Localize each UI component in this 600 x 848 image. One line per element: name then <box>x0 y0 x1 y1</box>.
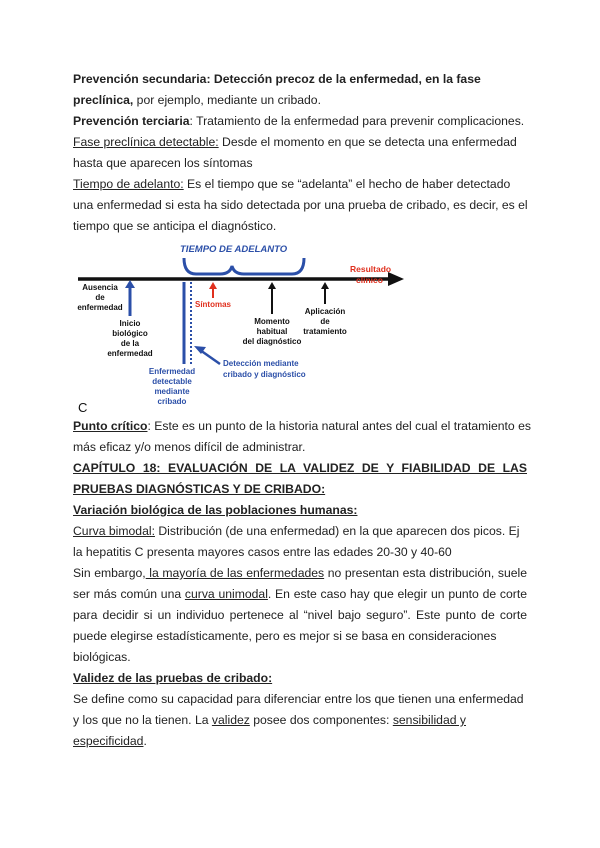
diagram-title: TIEMPO DE ADELANTO <box>180 244 288 255</box>
paragraph-sin-embargo-2 <box>73 587 527 602</box>
section-heading-variacion: Variación biológica de las poblaciones humanas: <box>73 503 358 517</box>
definition-text: Distribución (de una enfermedad) en la que aparecen dos picos. Ej <box>154 524 520 538</box>
paragraph-prevencion-secundaria-cont <box>73 93 321 108</box>
body-text: posee dos componentes: <box>249 713 393 727</box>
enfermedad-detectable-label: Enfermedad detectable mediante cribado <box>148 367 196 406</box>
term-prevencion-terciaria: Prevención terciaria <box>73 114 190 128</box>
term-mayoria: la mayoría de las enfermedades <box>145 566 325 580</box>
term-fase-preclinica: Fase preclínica detectable: <box>73 135 219 149</box>
paragraph-fase-preclinica-cont <box>73 156 253 171</box>
body-text: Sin embargo, <box>73 566 146 580</box>
section-heading-validez: Validez de las pruebas de cribado: <box>73 671 273 685</box>
body-text: . En este caso hay que elegir un punto de corte <box>267 587 527 601</box>
definition-text: la hepatitis C presenta mayores casos entre las edades 20-30 y 40-60 <box>73 545 452 559</box>
deteccion-arrow <box>200 350 220 364</box>
corner-letter: C <box>78 400 88 415</box>
definition-text: Desde el momento en que se detecta una enfermedad <box>218 135 517 149</box>
term-prevencion-secundaria: Prevención secundaria <box>73 72 207 86</box>
lead-time-brace <box>184 258 304 274</box>
paragraph-tiempo-adelanto <box>73 177 510 192</box>
body-text: Se define como su capacidad para diferenciar entre los que tienen una enfermedad <box>73 692 524 706</box>
aplicacion-label: Aplicación de tratamiento <box>303 307 347 336</box>
paragraph-punto-critico-cont <box>73 440 305 455</box>
body-text: no presentan esta distribución, suele <box>324 566 527 580</box>
chapter-heading-cont: PRUEBAS DIAGNÓSTICAS Y DE CRIBADO: <box>73 482 326 496</box>
body-text: . <box>143 734 147 748</box>
inicio-label: Inicio biológico de la enfermedad <box>107 319 153 358</box>
aplicacion-arrowhead-icon <box>321 282 329 289</box>
paragraph-prevencion-terciaria <box>73 114 524 129</box>
paragraph-curva-bimodal <box>73 524 519 539</box>
body-text: para decidir si un individuo pertenece al “nivel bajo seguro”. Este punto de corte <box>73 608 527 622</box>
definition-text: Es el tiempo que se “adelanta” el hecho de haber detectado <box>183 177 511 191</box>
deteccion-label: Detección mediante cribado y diagnóstico <box>223 359 306 379</box>
timeline-arrowhead <box>388 272 404 286</box>
body-text: ser más común una <box>73 587 185 601</box>
term-preclinica: preclínica, <box>73 93 134 107</box>
paragraph-validez-3 <box>73 734 147 749</box>
paragraph-sin-embargo-3 <box>73 608 527 623</box>
term-validez: validez <box>211 713 250 727</box>
paragraph-sin-embargo-4 <box>73 629 496 644</box>
term-punto-critico: Punto crítico <box>73 419 148 433</box>
definition-text: : Detección precoz de la enfermedad, en la fase <box>206 72 481 86</box>
paragraph-prevencion-secundaria <box>73 72 481 87</box>
term-tiempo-adelanto: Tiempo de adelanto: <box>73 177 184 191</box>
paragraph-fase-preclinica <box>73 135 517 150</box>
lead-time-diagram <box>60 236 480 416</box>
chapter-heading: CAPÍTULO 18: EVALUACIÓN DE LA VALIDEZ DE Y FIABILIDAD DE LAS <box>73 461 527 475</box>
paragraph-sin-embargo <box>73 566 527 581</box>
definition-text: más eficaz y/o menos difícil de administrar. <box>73 440 306 454</box>
ausencia-label: Ausencia de enfermedad <box>77 283 123 312</box>
definition-text: hasta que aparecen los síntomas <box>73 156 253 170</box>
definition-text: : Tratamiento de la enfermedad para prevenir complicaciones. <box>189 114 525 128</box>
term-sensibilidad: sensibilidad y <box>392 713 466 727</box>
term-curva-bimodal: Curva bimodal: <box>73 524 155 538</box>
body-text: y los que no la tienen. La <box>73 713 212 727</box>
paragraph-curva-bimodal-cont <box>73 545 452 560</box>
definition-text: : Este es un punto de la historia natural antes del cual el tratamiento es <box>147 419 531 433</box>
definition-text: tiempo que se anticipa el diagnóstico. <box>73 219 277 233</box>
resultado-clinico-label: Resultado clínico <box>350 264 392 285</box>
paragraph-validez <box>73 692 524 707</box>
momento-label: Momento habitual del diagnóstico <box>242 317 302 346</box>
paragraph-validez-2 <box>73 713 466 728</box>
term-especificidad: especificidad <box>73 734 144 748</box>
definition-text: una enfermedad si esta ha sido detectada por una prueba de cribado, es decir, es el <box>73 198 528 212</box>
term-curva-unimodal: curva unimodal <box>184 587 268 601</box>
paragraph-sin-embargo-5 <box>73 650 131 665</box>
body-text: puede elegirse estadísticamente, pero es mejor si se basa en consideraciones <box>73 629 497 643</box>
paragraph-tiempo-adelanto-end <box>73 219 276 234</box>
momento-arrowhead-icon <box>268 282 276 289</box>
paragraph-tiempo-adelanto-cont <box>73 198 527 213</box>
body-text: biológicas. <box>73 650 131 664</box>
definition-text: por ejemplo, mediante un cribado. <box>133 93 321 107</box>
sintomas-label: Síntomas <box>194 300 232 309</box>
sintomas-arrowhead-icon <box>209 282 217 289</box>
paragraph-punto-critico <box>73 419 531 434</box>
inicio-arrowhead-icon <box>125 280 135 288</box>
